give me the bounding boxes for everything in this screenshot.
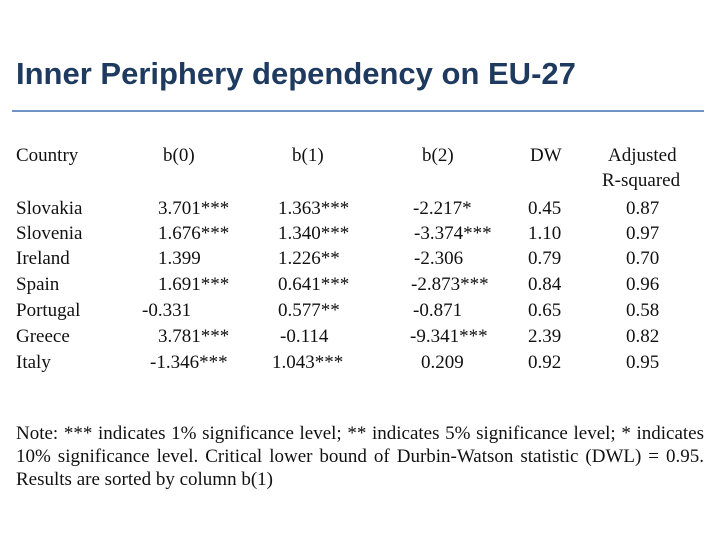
significance-note: Note: *** indicates 1% significance level; ** indicates 5% significance level; * indicates 10% significance level. Critical lower bound of Durbin-Watson statistic (DWL) = 0.95. Results are sorted by column b(1) bbox=[16, 423, 704, 490]
cell-dw: 0.84 bbox=[528, 274, 562, 295]
cell-b0: 1.691*** bbox=[158, 274, 230, 295]
cell-b0: 3.781*** bbox=[158, 326, 230, 347]
header-r-squared: R-squared bbox=[602, 170, 681, 191]
cell-b0: 3.701*** bbox=[158, 198, 230, 219]
cell-adj-r2: 0.58 bbox=[626, 300, 660, 321]
cell-adj-r2: 0.82 bbox=[626, 326, 660, 347]
cell-country: Slovenia bbox=[16, 223, 83, 244]
cell-dw: 0.45 bbox=[528, 198, 562, 219]
cell-b1: 1.340*** bbox=[278, 223, 350, 244]
cell-b2: -2.217* bbox=[413, 198, 472, 219]
cell-b0: -1.346*** bbox=[150, 352, 228, 373]
cell-b0: 1.399 bbox=[158, 248, 201, 269]
cell-adj-r2: 0.95 bbox=[626, 352, 660, 373]
cell-b2: 0.209 bbox=[421, 352, 464, 373]
header-dw: DW bbox=[530, 145, 562, 166]
cell-country: Slovakia bbox=[16, 198, 83, 219]
cell-b2: -2.873*** bbox=[411, 274, 489, 295]
cell-dw: 0.65 bbox=[528, 300, 562, 321]
cell-dw: 1.10 bbox=[528, 223, 562, 244]
cell-b1: 1.226** bbox=[278, 248, 340, 269]
cell-dw: 0.79 bbox=[528, 248, 562, 269]
cell-b1: 1.363*** bbox=[278, 198, 350, 219]
cell-b2: -3.374*** bbox=[414, 223, 492, 244]
cell-b1: 0.577** bbox=[278, 300, 340, 321]
cell-dw: 0.92 bbox=[528, 352, 562, 373]
cell-country: Spain bbox=[16, 274, 60, 295]
cell-country: Italy bbox=[16, 352, 51, 373]
cell-adj-r2: 0.96 bbox=[626, 274, 660, 295]
header-b2: b(2) bbox=[422, 145, 454, 166]
cell-adj-r2: 0.87 bbox=[626, 198, 660, 219]
header-adjusted: Adjusted bbox=[608, 145, 677, 166]
cell-dw: 2.39 bbox=[528, 326, 562, 347]
header-b0: b(0) bbox=[163, 145, 195, 166]
cell-country: Ireland bbox=[16, 248, 70, 269]
cell-b2: -9.341*** bbox=[410, 326, 488, 347]
header-country: Country bbox=[16, 145, 79, 166]
cell-b1: 0.641*** bbox=[278, 274, 350, 295]
cell-b1: 1.043*** bbox=[272, 352, 344, 373]
cell-b2: -0.871 bbox=[413, 300, 463, 321]
slide-title: Inner Periphery dependency on EU-27 bbox=[16, 56, 576, 91]
cell-b2: -2.306 bbox=[414, 248, 464, 269]
cell-b0: 1.676*** bbox=[158, 223, 230, 244]
header-b1: b(1) bbox=[292, 145, 324, 166]
cell-adj-r2: 0.97 bbox=[626, 223, 660, 244]
cell-b1: -0.114 bbox=[280, 326, 329, 347]
cell-adj-r2: 0.70 bbox=[626, 248, 660, 269]
cell-country: Greece bbox=[16, 326, 70, 347]
title-divider bbox=[12, 110, 704, 112]
cell-country: Portugal bbox=[16, 300, 81, 321]
cell-b0: -0.331 bbox=[142, 300, 192, 321]
